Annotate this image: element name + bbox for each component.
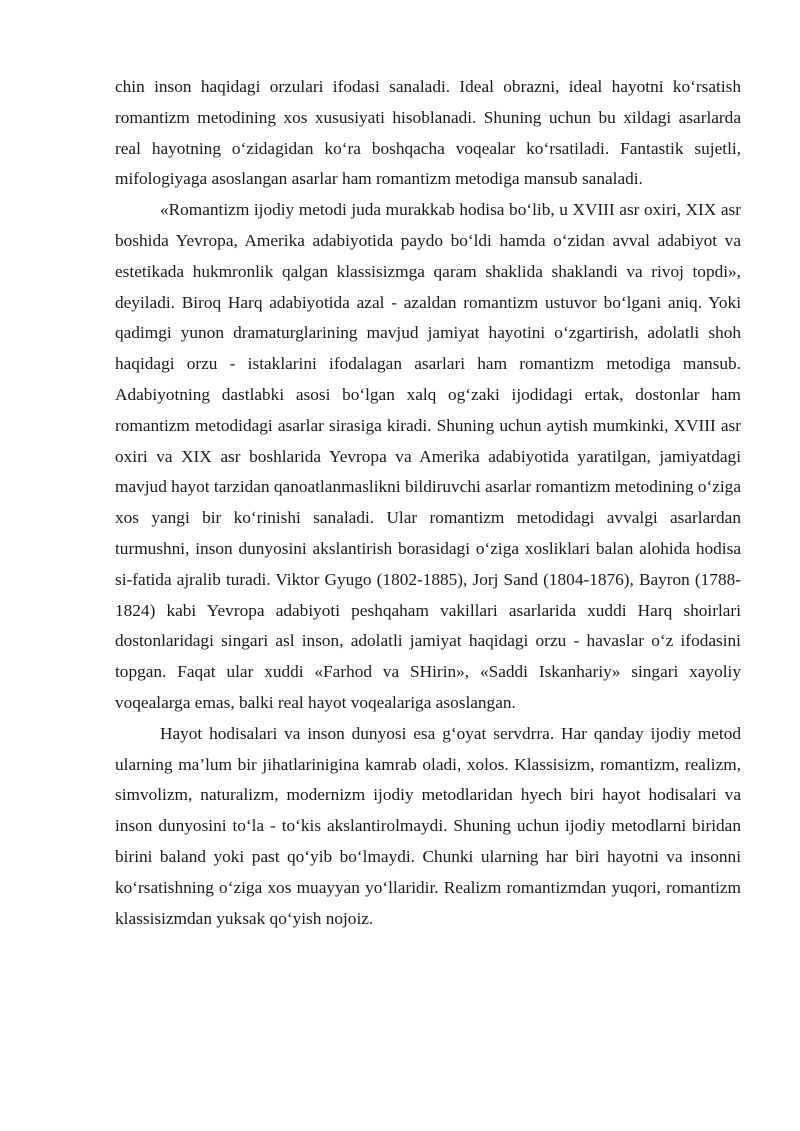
paragraph-1: chin inson haqidagi orzulari ifodasi sanaladi. Ideal obrazni, ideal hayotni ko‘rsatish romantizm metodining xos xususiyati hisoblanadi. Shuning uchun bu xildagi asarlarda real hayotning o‘zidagidan ko‘ra boshqacha voqealar ko‘rsatiladi. Fantastik sujetli, mifologiyaga asoslangan asarlar ham romantizm metodiga mansub sanaladi. [115, 77, 741, 189]
paragraph-3: Hayot hodisalari va inson dunyosi esa g‘oyat servdrra. Har qanday ijodiy metod ularning ma’lum bir jihatlarinigina kamrab oladi, xolos. Klassisizm, romantizm, realizm, simvolizm, naturalizm, modernizm ijodiy metodlaridan hyech biri hayot hodisalari va inson dunyosini to‘la - to‘kis akslantirolmaydi. Shuning uchun ijodiy metodlarni biridan birini baland yoki past qo‘yib bo‘lmaydi. Chunki ularning har biri hayotni va insonni ko‘rsatishning o‘ziga xos muayyan yo‘llaridir. Realizm romantizmdan yuqori, romantizm klassisizmdan yuksak qo‘yish nojoiz. [115, 723, 741, 928]
body-text [115, 72, 741, 934]
paragraph-2: «Romantizm ijodiy metodi juda murakkab hodisa bo‘lib, u XVIII asr oxiri, XIX asr boshida Yevropa, Amerika adabiyotida paydo bo‘ldi hamda o‘zidan avval adabiyot va estetikada hukmronlik qalgan klassisizmga qaram shaklida shaklandi va rivoj topdi», deyiladi. Biroq Harq adabiyotida azal - azaldan romantizm ustuvor bo‘lgani aniq. Yoki qadimgi yunon dramaturglarining mavjud jamiyat hayotini o‘zgartirish, adolatli shoh haqidagi orzu - istaklarini ifodalagan asarlari ham romantizm metodiga mansub. Adabiyotning dastlabki asosi bo‘lgan xalq og‘zaki ijodidagi ertak, dostonlar ham romantizm metodidagi asarlar sirasiga kiradi. Shuning uchun aytish mumkinki, XVIII asr oxiri va XIX asr boshlarida Yevropa va Amerika adabiyotida yaratilgan, jamiyatdagi mavjud hayot tarzidan qanoatlanmaslikni bildiruvchi asarlar romantizm metodining o‘ziga xos yangi bir ko‘rinishi sanaladi. Ular romantizm metodidagi avvalgi asarlardan turmushni, inson dunyosini akslantirish borasidagi o‘ziga xosliklari balan alohida hodisa si-fatida ajralib turadi. Viktor Gyugo (1802-1885), Jorj Sand (1804-1876), Bayron (1788-1824) kabi Yevropa adabiyoti peshqaham vakillari asarlarida xuddi Harq shoirlari dostonlaridagi singari asl inson, adolatli jamiyat haqidagi orzu - havaslar o‘z ifodasini topgan. Faqat ular xuddi «Farhod va SHirin», «Saddi Iskanhariy» singari xayoliy voqealarga emas, balki real hayot voqealariga asoslangan. [115, 200, 741, 712]
